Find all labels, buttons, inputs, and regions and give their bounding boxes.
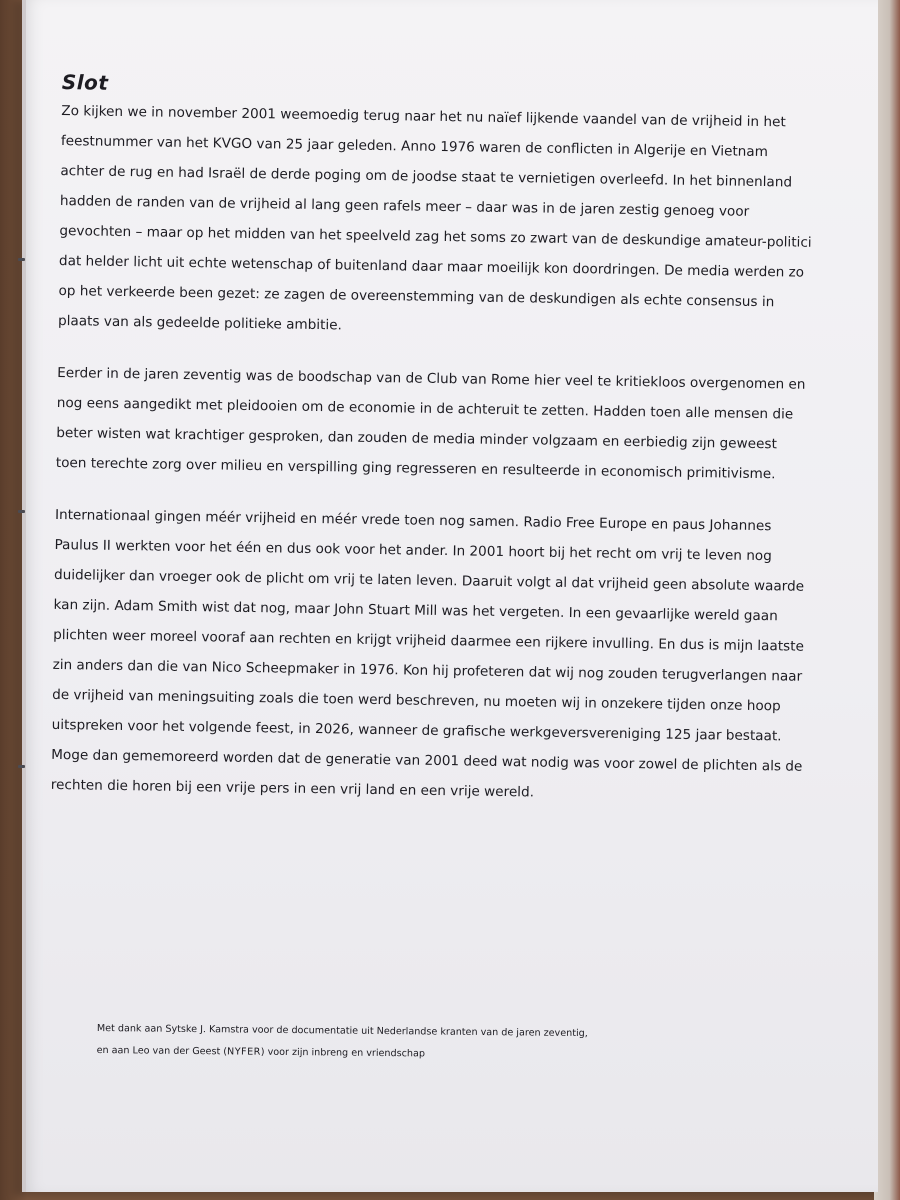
paragraph-3: Internationaal gingen méér vrijheid en méér vrede toen nog samen. Radio Free Europe en paus Johannes Paulus II werkten voor het één en dus ook voor het ander. In 2001 hoort bij het recht om vrij te leven nog duidelijker dan vroeger ook de plicht om vrij te laten leven. Daaruit volgt al dat vrijheid geen absolute waarde kan zijn. Adam Smith wist dat nog, maar John Stuart Mill was het vergeten. In een gevaarlijke wereld gaan plichten weer moreel vooraf aan rechten en krijgt vrijheid daarmee een rijkere invulling. En dus is mijn laatste zin anders dan die van Nico Scheepmaker in 1976. Kon hij profeteren dat wij nog zouden terugverlangen naar de vrijheid van meningsuiting zoals die toen werd beschreven, nu moeten wij in onzekere tijden onze hoop uitspreken voor het volgende feest, in 2026, wanneer de grafische werkgeversvereniging 125 jaar bestaat. Moge dan gememoreerd worden dat de generatie van 2001 deed wat nodig was voor zowel de plichten als de rechten die horen bij een vrije pers in een vrij land en een vrije wereld. xyxy=(50,506,805,801)
binding-stitch xyxy=(18,258,25,261)
page-content xyxy=(50,70,822,834)
acknowledgement-line-1: Met dank aan Sytske J. Kamstra voor de documentatie uit Nederlandse kranten van de jaren zeventig, xyxy=(96,1022,588,1040)
page-binding xyxy=(22,0,26,1192)
binding-stitch xyxy=(18,765,25,768)
acknowledgement-line-2-suffix: ) voor zijn inbreng en vriendschap xyxy=(260,1046,425,1060)
paragraph-2: Eerder in de jaren zeventig was de boodschap van de Club van Rome hier veel te kritiekloos overgenomen en nog eens aangedikt met pleidooien om de economie in de achteruit te zetten. Hadden toen alle mensen die beter wisten wat krachtiger gesproken, dan zouden de media minder volgzaam en eerbiedig zijn geweest toen terechte zorg over milieu en verspilling ging regresseren en resulteerde in economisch primitivisme. xyxy=(55,364,806,483)
acknowledgement xyxy=(97,1018,657,1068)
acknowledgement-line-2-prefix: en aan Leo van der Geest ( xyxy=(96,1044,228,1058)
binding-stitch xyxy=(18,510,25,513)
paragraph-1: Zo kijken we in november 2001 weemoedig terug naar het nu naïef lijkende vaandel van de vrijheid in het feestnummer van het KVGO van 25 jaar geleden. Anno 1976 waren de conflicten in Algerije en Vietnam achter de rug en had Israël de derde poging om de joodse staat te vernietigen overleefd. In het binnenland hadden de randen van de vrijheid al lang geen rafels meer – daar was in de jaren zestig genoeg voor gevochten – maar op het midden van het speelveld zag het soms zo zwart van de deskundige amateur-politici dat helder licht uit echte wetenschap of buitenland daar maar moeilijk kon doordringen. De media werden zo op het verkeerde been gezet: ze zagen de overeenstemming van de deskundigen als echte consensus in plaats van als gedeelde politieke ambitie. xyxy=(57,102,812,334)
section-title: Slot xyxy=(61,70,109,95)
acknowledgement-org: NYFER xyxy=(226,1046,261,1058)
